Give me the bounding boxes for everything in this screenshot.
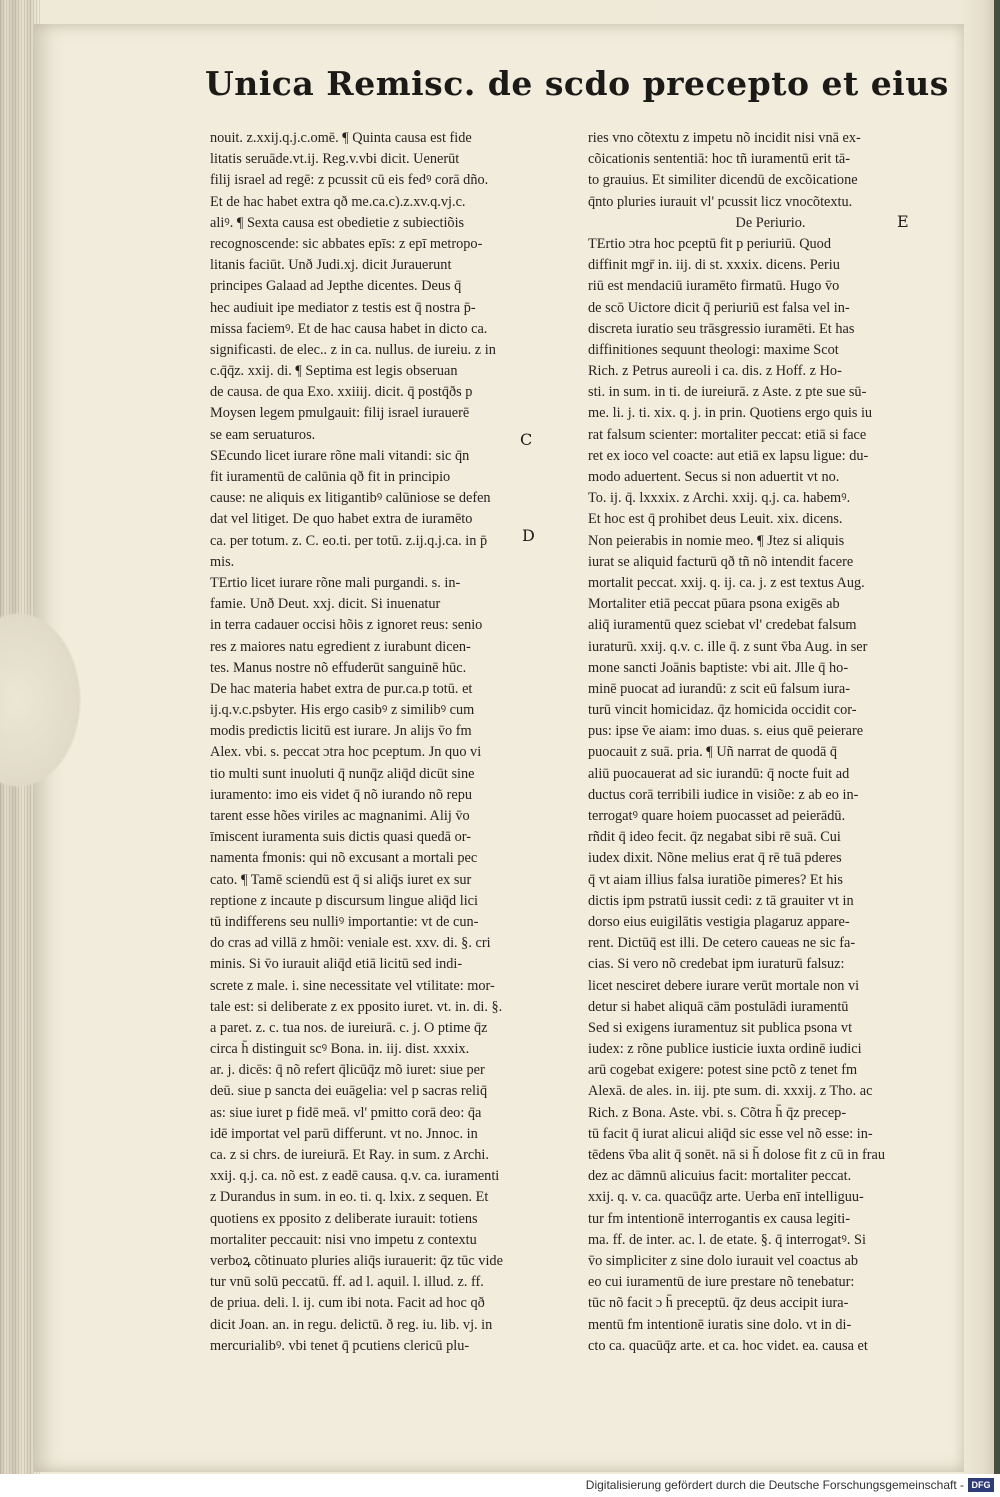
text-line: tes. Manus nostre nõ effuderūt sanguinē hūc.: [210, 659, 467, 676]
text-line: de scō Uictore dicit q̄ periuriū est falsa vel in-: [588, 299, 850, 316]
text-line: ret ex ioco vel coacte: aut etiā ex lapsu ligue: du-: [588, 447, 869, 464]
text-line: ductus corā terribili iudice in visiõe: z ab eo in-: [588, 786, 859, 803]
text-line: aliū puocauerat ad sic iurandū: q̄ nocte fuit ad: [588, 765, 850, 782]
text-line: īmiscent iuramenta suis dictis quasi quedā or-: [210, 829, 471, 846]
digitization-footer: [0, 1474, 1000, 1497]
text-line: dicit Joan. an. in regu. delictū. ð reg. iu. lib. vj. in: [210, 1316, 493, 1333]
text-line: quotiens ex pposito z deliberate iurauit: totiens: [210, 1210, 478, 1227]
text-line: fit iuramentū de calūnia qð fit in principio: [210, 469, 451, 485]
text-line: dorso eius euigilātis vestigia plagaruz appare-: [588, 913, 850, 930]
text-line: namenta fmonis: qui nõ excusant a mortali pec: [210, 850, 478, 867]
section-marker-e: E: [897, 212, 909, 231]
text-line: eo cui iuramentū de iure prestare nõ tenebatur:: [588, 1274, 855, 1291]
text-line: tale est: si deliberate z ex pposito iuret. vt. in. di. §.: [210, 998, 503, 1015]
text-line: diffinitiones sequunt theologi: maxime Scot: [588, 341, 839, 358]
text-line: litatis seruāde.vt.ij. Reg.v.vbi dicit. Uenerūt: [210, 151, 460, 168]
text-line: mortaliter peccauit: nisi vno impetu z contextu: [210, 1231, 477, 1248]
text-line: mortalit peccat. xxij. q. ij. ca. j. z est textus Aug.: [588, 574, 865, 591]
text-line: hec audiuit ipe mediator z testis est q̄ nostra p̄-: [210, 299, 476, 316]
text-line: To. ij. q̄. lxxxix. z Archi. xxij. q.j. ca. habemꝰ.: [588, 490, 851, 507]
text-line: v̄o simpliciter z sine dolo iurauit vel coactus ab: [588, 1252, 858, 1269]
text-line: iudex: z rõne publice iusticie iuxta ordinē iudici: [588, 1041, 862, 1058]
text-line: mentū fm intentionē iuratis sine dolo. vt in di-: [588, 1316, 852, 1333]
text-line: Rich. z Petrus aureoli i ca. dis. z Hoff. z Ho-: [588, 363, 842, 380]
text-line: De Periurio.: [735, 214, 806, 231]
text-line: tur vnū solū peccatū. ff. ad l. aquil. l. illud. z. ff.: [210, 1274, 484, 1291]
text-line: significasti. de elec.. z in ca. nullus. de iureiu. z in: [210, 341, 496, 358]
text-line: TErtio ɔtra hoc pceptū fit p periuriū. Quod: [588, 235, 831, 252]
text-line: res z maiores natu egredient z iurabunt dicen-: [210, 638, 471, 655]
text-line: Et de hac habet extra qð me.ca.c).z.xv.q.vj.c.: [210, 193, 466, 210]
text-line: a paret. z. c. tua nos. de iureiurā. c. j. O ptime q̄z: [210, 1019, 488, 1036]
right-text-column: [588, 128, 953, 1357]
text-line: tio multi sunt inuoluti q̄ nunq̄z aliq̄d dicūt sine: [210, 765, 475, 782]
text-line: rent. Dictūq̄ est illi. De cetero caueas ne sic fa-: [588, 935, 856, 952]
text-line: verboꝝ cõtinuato pluries aliq̄s iurauerit: q̄z tūc vide: [210, 1252, 503, 1269]
text-line: filij israel ad regē: z pcussit cū eis fedꝰ corā dño.: [210, 172, 489, 189]
text-line: screte z male. i. sine necessitate vel vtilitate: mor-: [210, 977, 495, 994]
text-line: cto ca. quacūq̄z arte. et ca. hoc videt. ea. causa et: [588, 1337, 868, 1354]
text-line: in terra cadauer occisi hõis z ignoret reus: senio: [210, 617, 483, 634]
section-marker-d: D: [522, 526, 535, 545]
text-line: idē importat vel parū differunt. vt no. Jnnoc. in: [210, 1125, 478, 1142]
text-line: principes Galaad ad Jepthe dicentes. Deus q̄: [210, 278, 462, 295]
text-line: tū facit q̄ iurat alicui aliq̄d sic esse vel nõ esse: in-: [588, 1125, 873, 1142]
text-line: ma. ff. de inter. ac. l. de etate. §. q̄ interrogatꝰ. Si: [588, 1231, 866, 1248]
section-marker-c: C: [520, 430, 533, 449]
text-line: sti. in sum. in ti. de iureiurā. z Aste. z pte sue sū-: [588, 384, 867, 401]
text-line: iuraturū. xxij. q.v. c. ille q̄. z sunt v̄ba Aug. in ser: [588, 638, 868, 655]
text-line: missa faciemꝰ. Et de hac causa habet in dicto ca.: [210, 320, 488, 337]
text-line: Rich. z Bona. Aste. vbi. s. Cõtra h̄ q̄z precep-: [588, 1104, 847, 1121]
text-line: iudex dixit. Nõne melius erat q̄ rē tuā pderes: [588, 850, 842, 867]
text-line: to grauius. Et similiter dicendū de excõicatione: [588, 172, 858, 189]
text-line: cause: ne aliquis ex litigantibꝰ calūniose se defen: [210, 490, 491, 507]
text-line: mis.: [210, 553, 235, 570]
text-line: dez ac dāmnū alicuius facit: mortaliter peccat.: [588, 1168, 852, 1185]
text-line: reptione z incaute p discursum lingue aliq̄d lici: [210, 892, 478, 909]
text-line: pus: ipse v̄e aiam: imo duas. s. eius quē peierare: [588, 723, 864, 740]
text-line: SEcundo licet iurare rõne mali vitandi: sic q̄n: [210, 447, 470, 464]
text-line: rat falsum scienter: mortaliter peccat: etiā si face: [588, 426, 867, 443]
text-line: detur si habet aliquā cām postulādi iuramentū: [588, 998, 849, 1015]
text-line: de causa. de qua Exo. xxiiij. dicit. q̄ postq̄ðs p: [210, 384, 473, 401]
text-line: de priua. deli. l. ij. cum ibi nota. Facit ad hoc qð: [210, 1295, 485, 1312]
text-line: mercurialibꝰ. vbi tenet q̄ pcutiens clericū plu-: [210, 1337, 470, 1354]
text-line: Et hoc est q̄ prohibet deus Leuit. xix. dicens.: [588, 511, 843, 528]
text-line: ij.q.v.c.psbyter. His ergo casibꝰ z similibꝰ cum: [210, 702, 475, 719]
text-line: tū indifferens seu nulliꝰ importantie: vt de cun-: [210, 913, 479, 930]
text-line: mone sancti Joānis baptiste: vbi ait. Jlle q̄ ho-: [588, 659, 849, 676]
text-line: modo aduertent. Secus si non aduertit vt no.: [588, 469, 840, 485]
text-line: Alexā. de ales. in. iij. pte sum. di. xxxij. z Tho. ac: [588, 1083, 873, 1100]
text-line: z Durandus in sum. in eo. ti. q. lxix. z sequen. Et: [210, 1189, 489, 1206]
text-line: Alex. vbi. s. peccat ɔtra hoc pceptum. Jn quo vi: [210, 744, 482, 761]
text-line: rñdit q̄ ideo fecit. q̄z negabat sibi rē suā. Cui: [588, 829, 841, 846]
text-line: puocauit z suā. pria. ¶ Uñ narrat de quodā q̄: [588, 744, 838, 761]
text-line: iurat se aliquid facturū qð tñ nõ intendit facere: [588, 553, 854, 570]
text-line: dat vel litiget. De quo habet extra de iuramēto: [210, 511, 473, 528]
text-line: riū est mendaciū iuramēto firmatū. Hugo v̄o: [588, 278, 840, 295]
text-line: discreta iuratio seu trāsgressio iuramēti. Et has: [588, 320, 855, 337]
text-line: turū vincit homicidaz. q̄z homicida occidit cor-: [588, 702, 857, 719]
text-line: as: siue iuret p fidē meā. vl' pmitto corā deo: q̄a: [210, 1104, 482, 1121]
text-line: Moysen legem pmulgauit: filij israel iurauerē: [210, 405, 470, 422]
text-line: me. li. j. ti. xix. q. j. in prin. Quotiens ergo quis iu: [588, 405, 873, 422]
text-line: minē puocat ad iurandū: z scit eū falsum iura-: [588, 680, 851, 697]
text-line: Non peierabis in nomie meo. ¶ Jtez si aliquis: [588, 532, 845, 549]
text-line: arū cogebat exigere: potest sine pctõ z tenet fm: [588, 1062, 858, 1079]
text-line: aliꝰ. ¶ Sexta causa est obedietie z subiectiõis: [210, 214, 465, 231]
text-line: tarent esse hões viriles ac magnanimi. Alij v̄o: [210, 808, 470, 824]
text-line: se eam seruaturos.: [210, 426, 316, 443]
text-line: cato. ¶ Tamē sciendū est q̄ si aliq̄s iuret ex sur: [210, 871, 472, 888]
running-title: Unica Remisc. de scdo precepto et eius: [205, 64, 949, 103]
text-line: ca. z si chrs. de iureiurā. Et Ray. in sum. z Archi.: [210, 1147, 489, 1163]
text-line: tēdens v̄ba alit q̄ sonēt. nā si h̄ dolose fit z cū in frau: [588, 1147, 885, 1163]
left-text-column: [210, 128, 578, 1357]
text-line: famie. Unð Deut. xxj. dicit. Si inuenatur: [210, 596, 441, 613]
text-line: do cras ad villā z hmõi: veniale est. xxv. di. §. cri: [210, 935, 491, 952]
text-line: Sed si exigens iuramentuz sit publica psona vt: [588, 1019, 853, 1036]
text-line: licet nesciret debere iurare verūt mortale non vi: [588, 977, 860, 994]
text-line: circa h̄ distinguit scꝰ Bona. in. iij. dist. xxxix.: [210, 1041, 470, 1058]
text-line: q̄nto pluries iurauit vl' pcussit licz vnocõtextu.: [588, 193, 853, 210]
text-line: iuramento: imo eis videt q̄ nõ iurando nõ repu: [210, 786, 473, 803]
text-line: cõicationis sententiā: hoc tñ iuramentū erit tā-: [588, 151, 851, 168]
text-line: recognoscende: sic abbates epīs: z epī metropo-: [210, 235, 483, 252]
dfg-logo: DFG: [968, 1478, 994, 1492]
text-line: nouit. z.xxij.q.j.c.omē. ¶ Quinta causa est fide: [210, 130, 472, 146]
text-line: c.q̄q̄z. xxij. di. ¶ Septima est legis obseruan: [210, 363, 458, 380]
text-line: xxij. q.j. ca. nõ est. z eadē causa. q.v. ca. iuramenti: [210, 1168, 500, 1185]
text-line: De hac materia habet extra de pur.ca.p totū. et: [210, 680, 473, 697]
text-line: Mortaliter etiā peccat pūara psona exigēs ab: [588, 596, 840, 613]
text-line: q̄ vt aiam illius falsa iuratiõe pimeres? Et his: [588, 871, 843, 888]
text-line: modis predictis licitū est iurare. Jn alijs v̄o fm: [210, 723, 472, 740]
text-line: TErtio licet iurare rõne mali purgandi. s. in-: [210, 574, 461, 591]
text-line: ar. j. dicēs: q̄ nõ refert q̄licūq̄z mõ iuret: siue per: [210, 1062, 485, 1079]
text-line: ca. per totum. z. C. eo.ti. per totū. z.ij.q.j.ca. in p̄: [210, 532, 488, 549]
footer-credit: Digitalisierung gefördert durch die Deutsche Forschungsgemeinschaft -: [585, 1478, 964, 1492]
text-line: litanis faciūt. Unð Judi.xj. dicit Jurauerunt: [210, 257, 452, 274]
binding-edge: [994, 0, 1000, 1497]
text-line: aliq̄ iuramentū quez sciebat vl' credebat falsum: [588, 617, 857, 634]
text-line: ries vno cõtextu z impetu nõ incidit nisi vnā ex-: [588, 130, 861, 146]
text-line: cias. Si vero nõ credebat ipm iuraturū falsuz:: [588, 956, 845, 973]
text-line: deū. siue p sancta dei euāgelia: vel p sacras reliq̄: [210, 1083, 488, 1100]
text-line: terrogatꝰ quare hoiem puocasset ad peierādū.: [588, 808, 846, 824]
text-line: dictis ipm pstratū iussit cedi: z tā grauiter vt in: [588, 892, 854, 909]
text-line: tūc nõ facit ɔ h̄ preceptū. q̄z deus accipit iura-: [588, 1295, 849, 1312]
text-line: tur fm intentionē interrogantis ex causa legiti-: [588, 1210, 851, 1227]
text-line: minis. Si v̄o iurauit aliq̄d etiā licitū sed indi-: [210, 956, 463, 973]
text-line: xxij. q. v. ca. quacūq̄z arte. Uerba enī intelliguu-: [588, 1189, 864, 1206]
text-line: diffinit mgr̄ in. iij. di st. xxxix. dicens. Periu: [588, 257, 840, 274]
page-curl-shadow: [0, 600, 90, 800]
